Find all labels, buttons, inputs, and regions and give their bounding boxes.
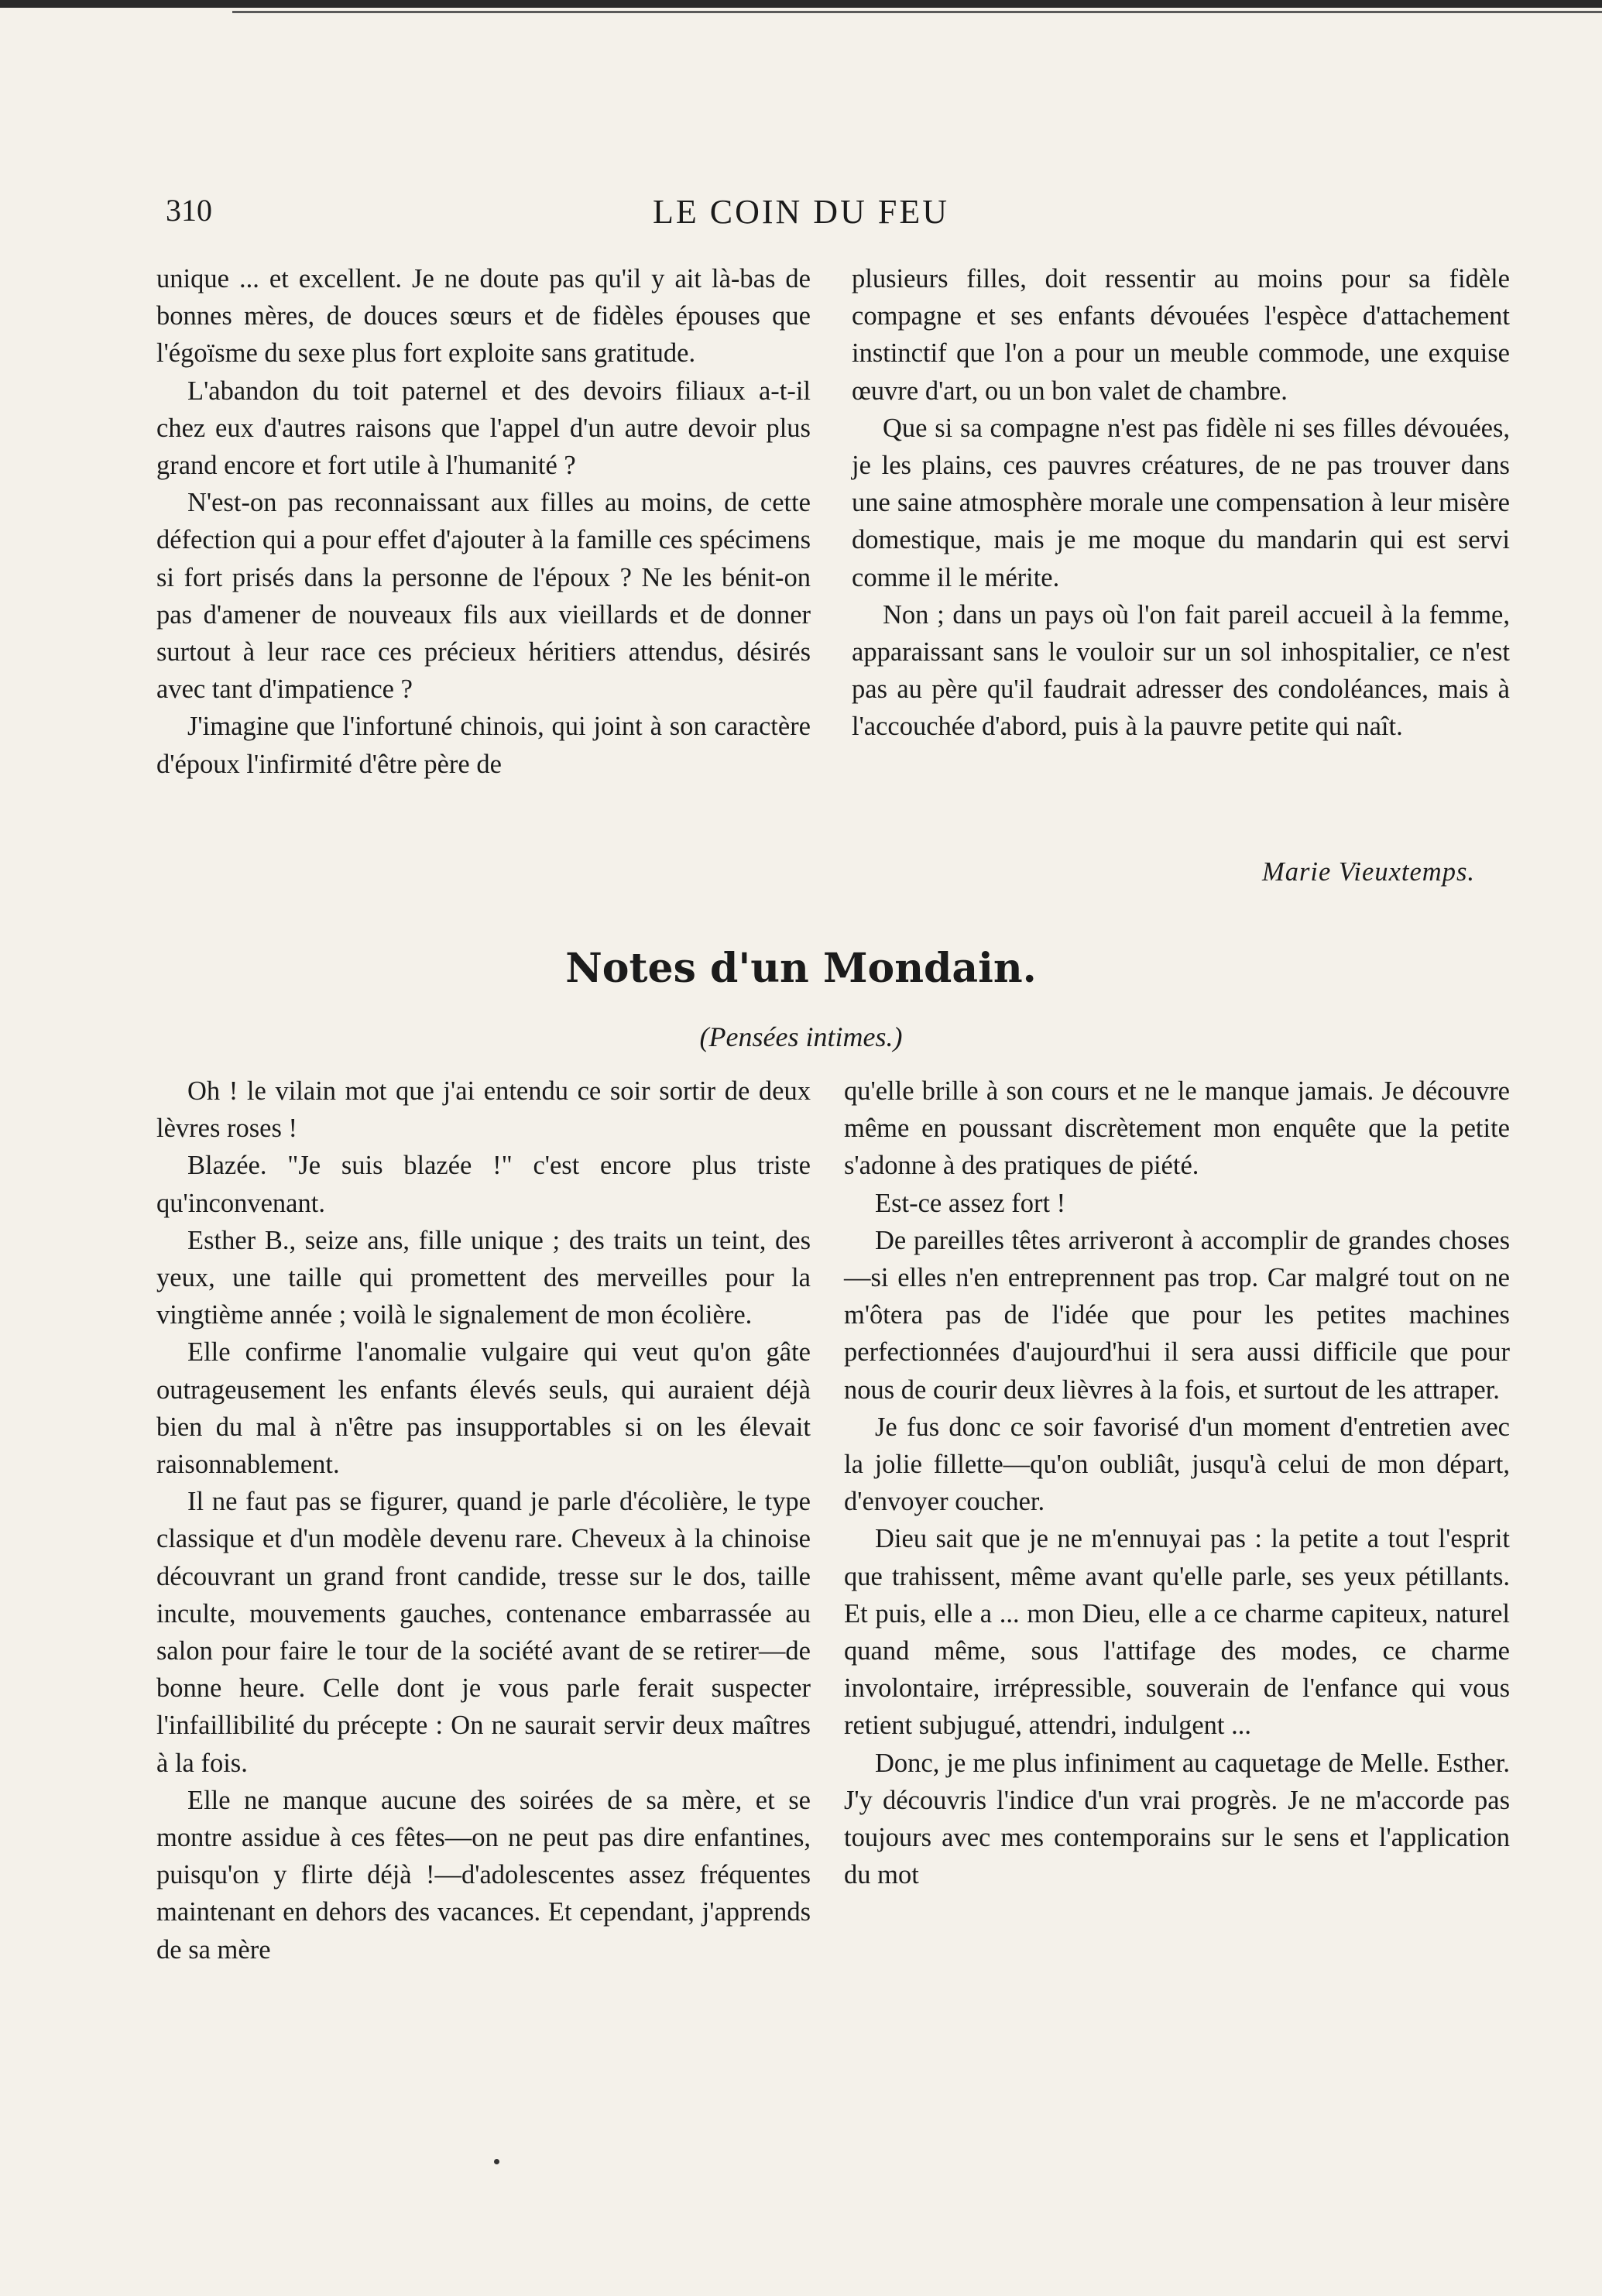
top-rule [0,0,1602,8]
print-speck [494,2159,499,2164]
paragraph: J'imagine que l'infortuné chinois, qui joint à son caractère d'époux l'infirmité d'être père de [156,712,811,779]
paragraph: Elle ne manque aucune des soirées de sa mère, et se montre assidue à ces fêtes—on ne peut pas dire enfantines, puisqu'on y flirte déjà !—d'adolescentes assez fréquentes maintenant en dehors des vacances. Et cependant, j'apprends de sa mère [156,1785,811,1965]
paragraph: plusieurs filles, doit ressentir au moins pour sa fidèle compagne et ses enfants dévouées l'espèce d'attachement instinctif que l'on a pour un meuble commode, une exquise œuvre d'art, ou un bon valet de chambre. [852,264,1510,406]
column-top-left [156,260,811,783]
top-rule-thin [232,11,1602,13]
paragraph: Dieu sait que je ne m'ennuyai pas : la petite a tout l'esprit que trahissent, même avant qu'elle parle, ses yeux pétillants. Et puis, elle a ... mon Dieu, elle a ce charme capiteux, naturel quand même, sous l'attifage des modes, ce charme involontaire, irrépressible, souverain de l'enfance qui vous retient subjugué, attendri, indulgent ... [844,1524,1510,1741]
paragraph: Blazée. "Je suis blazée !" c'est encore plus triste qu'inconvenant. [156,1151,811,1218]
article-subtitle: (Pensées intimes.) [699,1021,903,1052]
paragraph: De pareilles têtes arriveront à accomplir de grandes choses—si elles n'en entreprennent pas trop. Car malgré tout on ne m'ôtera pas de l'idée que pour les petites machines perfectionnées d'aujourd'hui il sera aussi difficile que pour nous de courir deux lièvres à la fois, et surtout de les attraper. [844,1225,1510,1405]
paragraph: Est-ce assez fort ! [875,1188,1066,1218]
column-top-right [852,260,1510,746]
running-title: LE COIN DU FEU [653,193,949,231]
author-signature: Marie Vieuxtemps. [1261,857,1475,887]
page-number: 310 [166,193,212,228]
paragraph: Je fus donc ce soir favorisé d'un moment d'entretien avec la jolie fillette—qu'on oubliât, jusqu'à celui de mon départ, d'envoyer coucher. [844,1412,1510,1517]
paragraph: N'est-on pas reconnaissant aux filles au moins, de cette défection qui a pour effet d'ajouter à la famille ces spécimens si fort prisés dans la personne de l'époux ? Ne les bénit-on pas d'amener de nouveaux fils aux vieillards et de donner surtout à leur race ces précieux héritiers attendus, désirés avec tant d'impatience ? [156,488,811,705]
paragraph: Donc, je me plus infiniment au caquetage de Melle. Esther. J'y découvris l'indice d'un vrai progrès. Je ne m'accorde pas toujours avec mes contemporains sur le sens et l'application du mot [844,1748,1510,1890]
paragraph: Non ; dans un pays où l'on fait pareil accueil à la femme, apparaissant sans le vouloir sur un sol inhospitalier, ce n'est pas au père qu'il faudrait adresser des condoléances, mais à l'accouchée d'abord, puis à la pauvre petite qui naît. [852,599,1510,742]
paragraph: Que si sa compagne n'est pas fidèle ni ses filles dévouées, je les plains, ces pauvres créatures, de ne pas trouver dans une saine atmosphère morale une compensation à leur misère domestique, mais je me moque du mandarin qui est servi comme il le mérite. [852,413,1510,592]
paragraph: Oh ! le vilain mot que j'ai entendu ce soir sortir de deux lèvres roses ! [156,1076,811,1144]
paragraph: Elle confirme l'anomalie vulgaire qui veut qu'on gâte outrageusement les enfants élevés seuls, qui auraient déjà bien du mal à n'être pas insupportables si on les élevait raisonnablement. [156,1337,811,1480]
paragraph: qu'elle brille à son cours et ne le manque jamais. Je découvre même en poussant discrètement mon enquête que la petite s'adonne à des pratiques de piété. [844,1076,1510,1181]
paragraph: Il ne faut pas se figurer, quand je parle d'écolière, le type classique et d'un modèle devenu rare. Cheveux à la chinoise découvrant un grand front candide, tresse sur le dos, taille inculte, mouvements gauches, contenance embarrassée au salon pour faire le tour de la société avant de se retirer—de bonne heure. Celle dont je vous parle ferait suspecter l'infaillibilité du précepte : On ne saurait servir deux maîtres à la fois. [156,1487,811,1778]
paragraph: L'abandon du toit paternel et des devoirs filiaux a-t-il chez eux d'autres raisons que l'appel d'un autre devoir plus grand encore et fort utile à l'humanité ? [156,376,811,481]
paragraph: unique ... et excellent. Je ne doute pas qu'il y ait là-bas de bonnes mères, de douces sœurs et de fidèles épouses que l'égoïsme du sexe plus fort exploite sans gratitude. [156,264,811,369]
article-title: Notes d'un Mondain. [565,945,1037,992]
column-bottom-right [844,1072,1510,1893]
paragraph: Esther B., seize ans, fille unique ; des traits un teint, des yeux, une taille qui promettent des merveilles pour la vingtième année ; voilà le signalement de mon écolière. [156,1225,811,1330]
column-bottom-left [156,1072,811,1968]
